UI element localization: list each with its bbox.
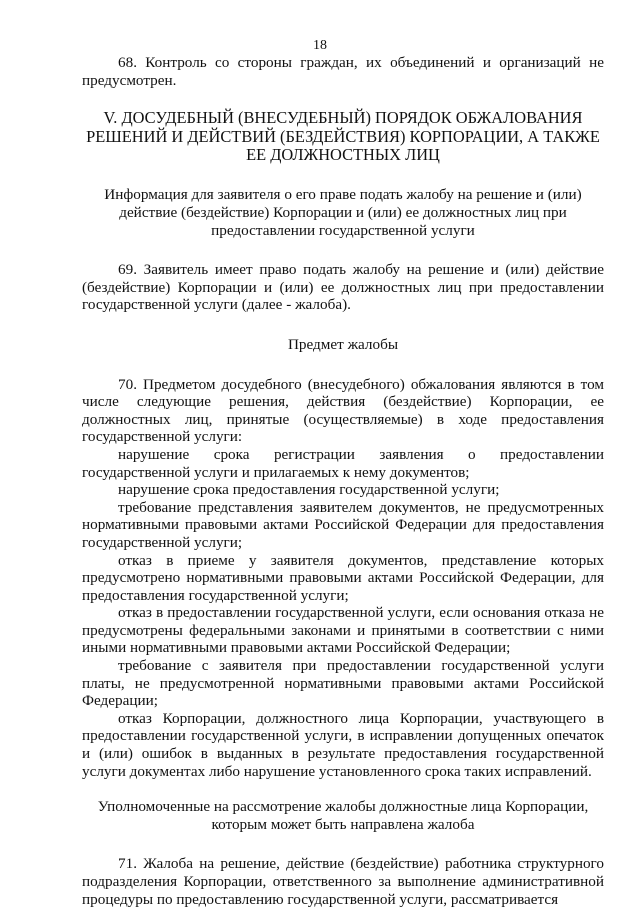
document-body <box>82 54 604 908</box>
list-item: требование представления заявителем документов, не предусмотренных нормативными правовыми актами Российской Федерации для предоставления государственной услуги; <box>82 498 604 551</box>
list-item: отказ Корпорации, должностного лица Корпорации, участвующего в предоставлении государственной услуги, в исправлении допущенных опечаток и (или) ошибок в выданных в результате предоставления государственной услуги документах либо нарушение установленного срока таких исправлений. <box>82 709 604 780</box>
subheading-subject: Предмет жалобы <box>287 335 399 353</box>
paragraph-68: 68. Контроль со стороны граждан, их объединений и организаций не предусмотрен. <box>82 54 604 89</box>
subheading-officials: Уполномоченные на рассмотрение жалобы должностные лица Корпорации, которым может быть направлена жалоба <box>97 798 589 833</box>
section-heading: V. ДОСУДЕБНЫЙ (ВНЕСУДЕБНЫЙ) ПОРЯДОК ОБЖАЛОВАНИЯ РЕШЕНИЙ И ДЕЙСТВИЙ (БЕЗДЕЙСТВИЯ) КОРПОРАЦИИ, А ТАКЖЕ ЕЕ ДОЛЖНОСТНЫХ ЛИЦ <box>86 108 600 164</box>
page-number: 18 <box>313 38 327 53</box>
subheading-information: Информация для заявителя о его праве подать жалобу на решение и (или) действие (бездействие) Корпорации и (или) ее должностных лиц при предоставлении государственной услуги <box>104 186 582 239</box>
list-item: нарушение срока предоставления государственной услуги; <box>118 481 500 499</box>
paragraph-70: 70. Предметом досудебного (внесудебного) обжалования являются в том числе следующие решения, действия (бездействие) Корпорации, ее должностных лиц, принятые (осуществляемые) в ходе предоставления государственной услуги: <box>82 375 604 446</box>
paragraph-71: 71. Жалоба на решение, действие (бездействие) работника структурного подразделения Корпорации, ответственного за выполнение административной процедуры по предоставлению государственной услуги, рассматривается <box>82 855 604 908</box>
list-item: требование с заявителя при предоставлении государственной услуги платы, не предусмотренной нормативными правовыми актами Российской Федерации; <box>82 657 604 710</box>
list-item: отказ в предоставлении государственной услуги, если основания отказа не предусмотрены федеральными законами и принятыми в соответствии с ними иными нормативными правовыми актами Российской Федерации; <box>82 604 604 657</box>
list-item: нарушение срока регистрации заявления о предоставлении государственной услуги и прилагаемых к нему документов; <box>82 445 604 481</box>
list-item: отказ в приеме у заявителя документов, представление которых предусмотрено нормативными правовыми актами Российской Федерации, для предоставления государственной услуги; <box>82 551 604 604</box>
paragraph-69: 69. Заявитель имеет право подать жалобу на решение и (или) действие (бездействие) Корпорации и (или) ее должностных лиц при предоставлении государственной услуги (далее - жалоба). <box>82 261 604 314</box>
